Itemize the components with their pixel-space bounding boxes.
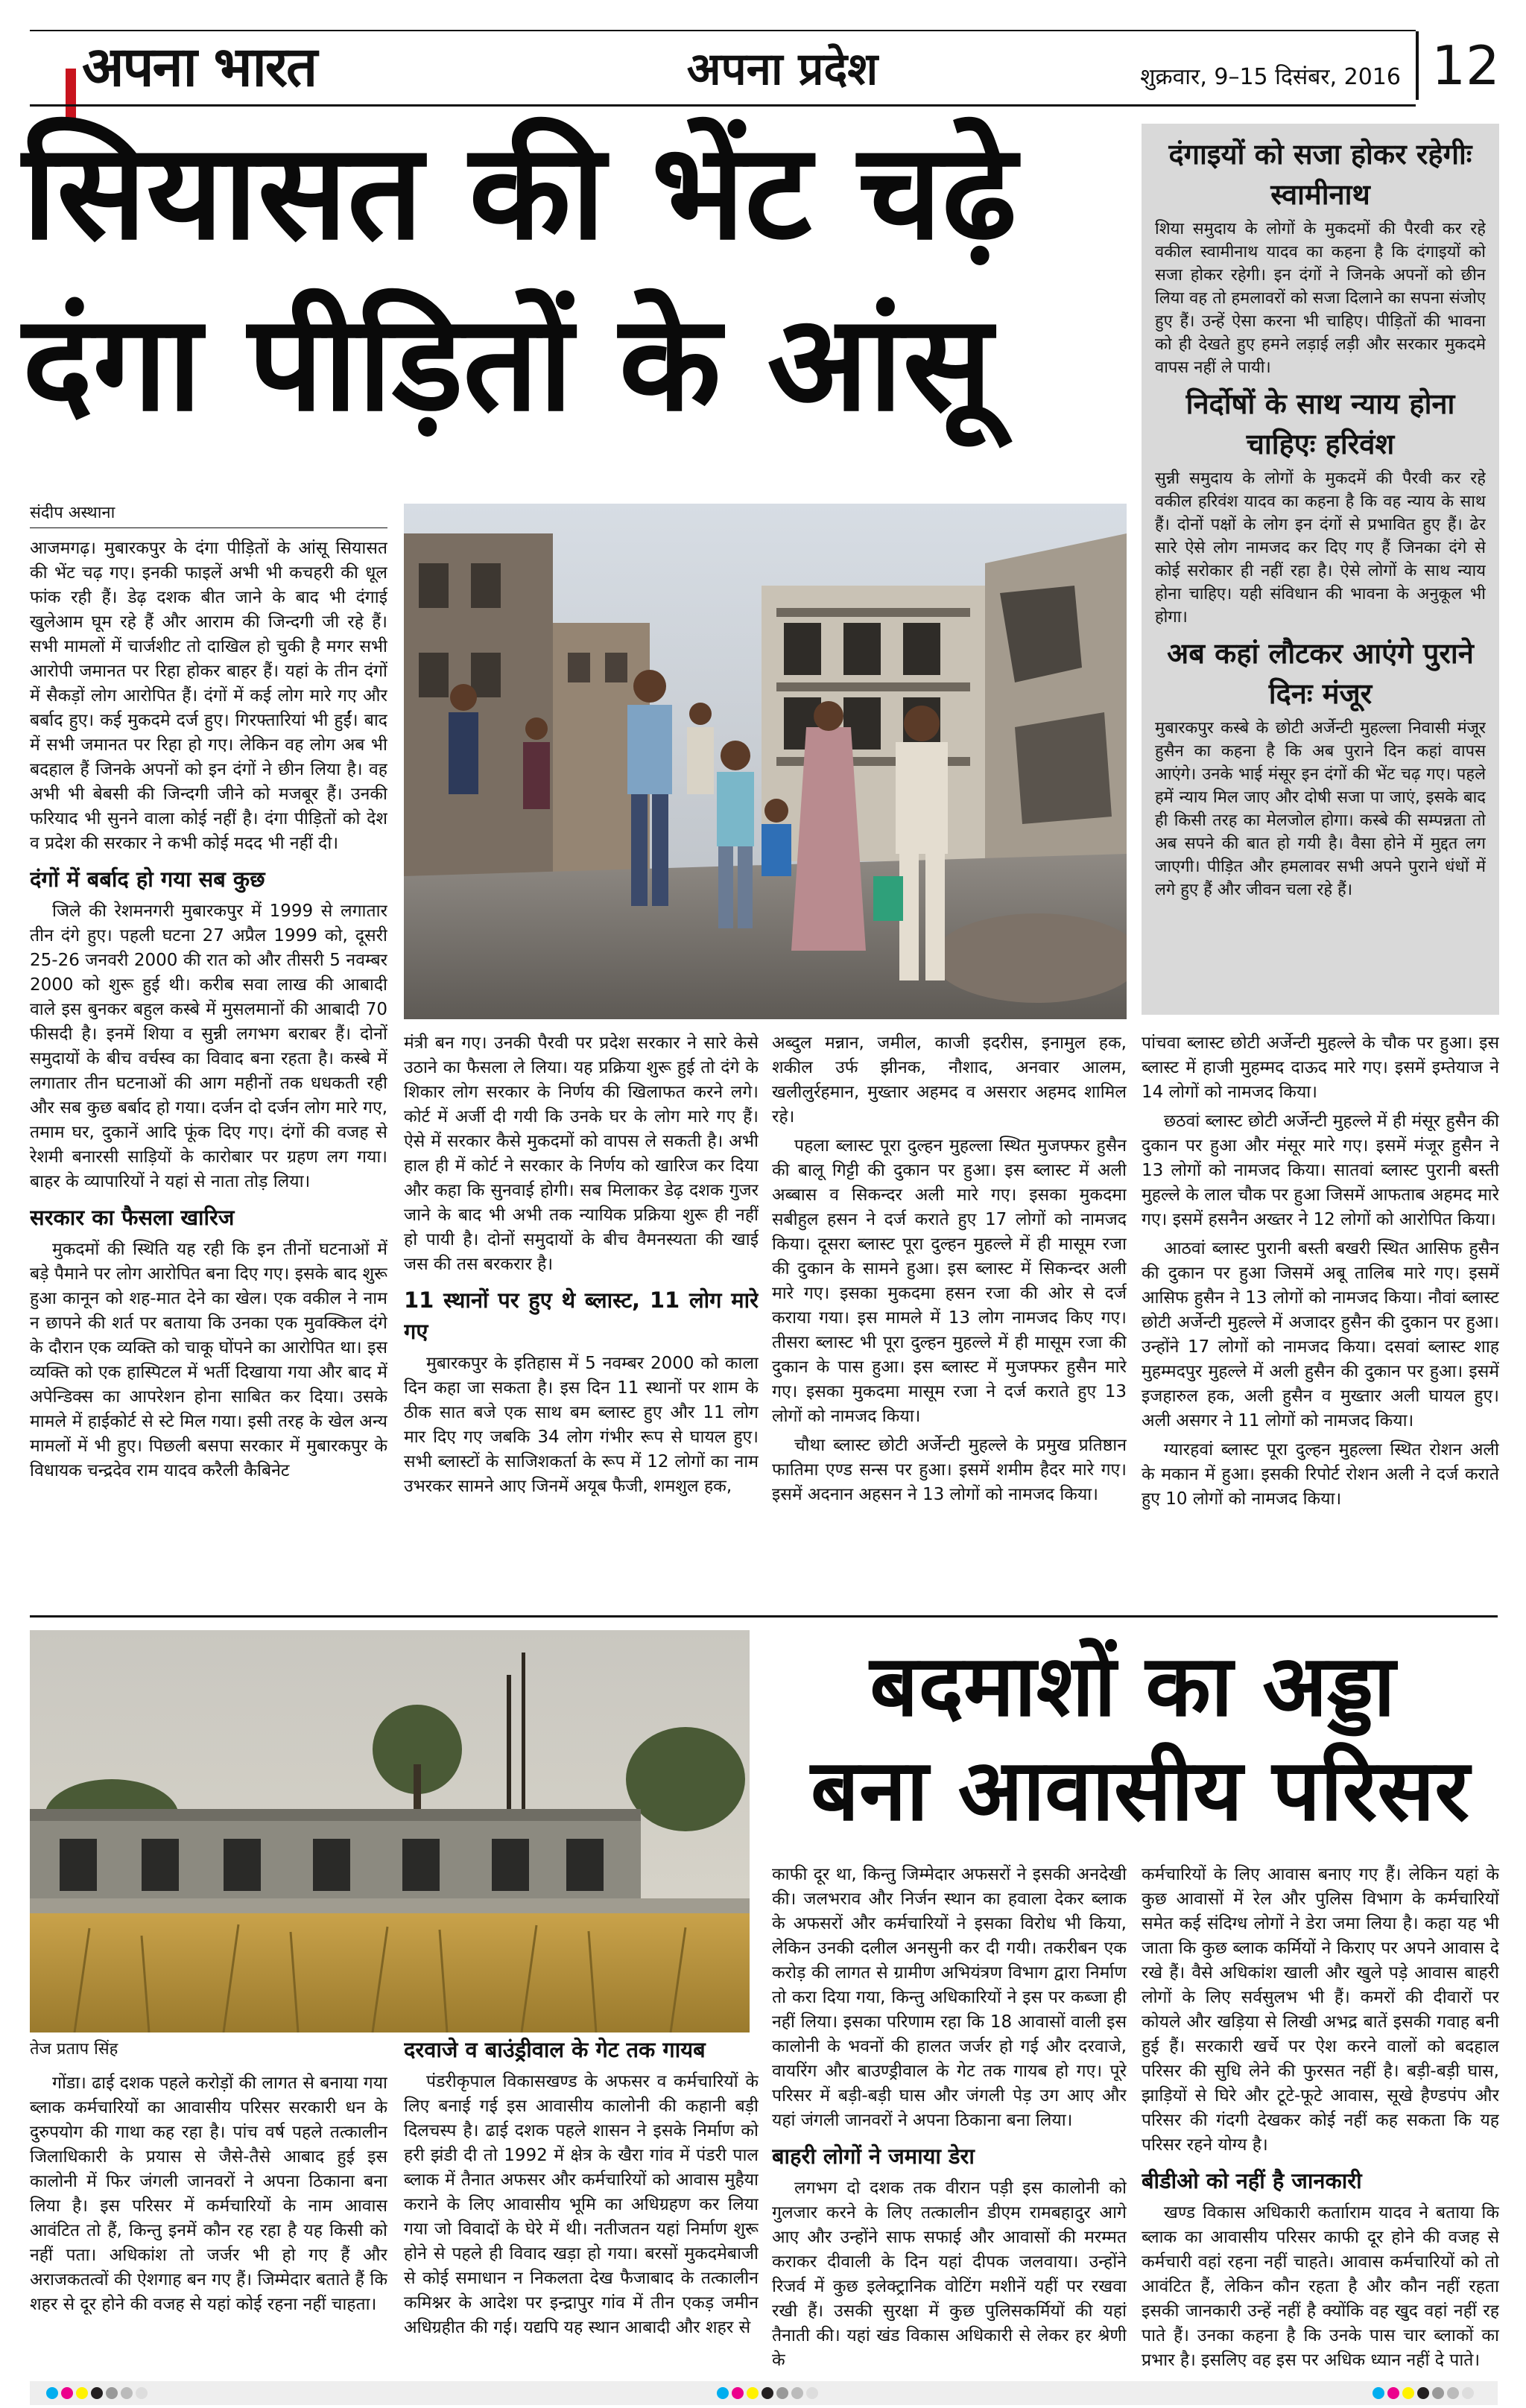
story1-paragraph: मुबारकपुर के इतिहास में 5 नवम्बर 2000 को काला दिन कहा जा सकता है। इस दिन 11 स्थानों पर शाम के ठीक सात बजे एक साथ बम ब्लास्ट हुए और 11 लोग मार दिए गए जबकि 34 लोग गंभीर रूप से घायल हुए। सभी ब्लास्टों के साजिशकर्ता के रूप में 12 लोगों का नाम उभरकर सामने आए जिनमें अयूब फैजी, शमशुल हक,	[404, 1354, 759, 1496]
story1-byline: संदीप अस्थाना	[30, 504, 115, 522]
registration-dot	[747, 2387, 759, 2399]
registration-dot	[136, 2387, 148, 2399]
registration-dots-left	[45, 2381, 149, 2408]
story1-paragraph: पांचवा ब्लास्ट छोटी अर्जेन्टी मुहल्ले के चौक पर हुआ। इस ब्लास्ट में हाजी मुहम्मद दाऊद मारे गए। इसमें इम्तेयाज ने 14 लोगों को नामजद किया।	[1142, 1033, 1499, 1102]
registration-dot	[106, 2387, 118, 2399]
story1-paragraph: अब्दुल मन्नान, जमील, काजी इदरीस, इनामुल हक, शकील उर्फ झीनक, नौशाद, अनवार आलम, खलीलुर्रहमान, मुख्तार अहमद व असरार अहमद शामिल रहे।	[772, 1033, 1127, 1127]
story2-paragraph: खण्ड विकास अधिकारी कर्तााराम यादव ने बताया कि ब्लाक का आवासीय परिसर काफी दूर होने की वजह से कर्मचारी वहां रहना नहीं चाहते। आवास कर्मचारियों को तो आवंटित हैं, लेकिन कौन रहता है और कौन नहीं रहता इसकी जानकारी उन्हें नहीं है क्योंकि वह खुद वहां नहीं रह पाते हैं। उनका कहना है कि उनके पास चार ब्लाकों का प्रभार है। इसलिए वह इस पर अधिक ध्यान नहीं दे पाते।	[1142, 2203, 1499, 2370]
print-registration-strip	[0, 2381, 1526, 2405]
registration-dot	[1417, 2387, 1429, 2399]
registration-dot	[121, 2387, 133, 2399]
registration-dot	[791, 2387, 803, 2399]
registration-dot	[1373, 2387, 1384, 2399]
page-number-divider	[1416, 31, 1419, 100]
registration-dots-middle	[715, 2381, 820, 2408]
sidebar-heading: निर्दोषों के साथ न्याय होना चाहिएः हरिवंश	[1185, 387, 1455, 460]
sidebar-heading: अब कहां लौटकर आएंगे पुराने दिनः मंजूर	[1167, 637, 1474, 710]
section-title: अपना प्रदेश	[686, 43, 878, 95]
story1-column-3	[772, 1031, 1127, 1605]
sidebar-heading: दंगाइयों को सजा होकर रहेगीः स्वामीनाथ	[1168, 138, 1472, 211]
registration-dot	[91, 2387, 103, 2399]
registration-dots-right	[1371, 2381, 1475, 2408]
story2-column-1	[30, 2071, 387, 2372]
story-divider-rule	[30, 1615, 1498, 1618]
registration-dot	[1432, 2387, 1444, 2399]
dateline: शुक्रवार, 9–15 दिसंबर, 2016	[1140, 64, 1401, 90]
registration-dot	[776, 2387, 788, 2399]
story2-column-3	[772, 1863, 1127, 2372]
story1-column-2	[404, 1031, 759, 1605]
story2-paragraph: पंडरीकृपाल विकासखण्ड के अफसर व कर्मचारियों के लिए बनाई गई इस आवासीय कालोनी की कहानी बड़ी दिलचस्प है। ढाई दशक पहले शासन ने इसके निर्माण को हरी झंडी दी तो 1992 में क्षेत्र के खैरा गांव में पंडरी पाल ब्लाक में तैनात अफसर और कर्मचारियों को आवास मुहैया कराने के लिए आवासीय भूमि का अधिग्रहण कर लिया गया जो विवादों के घेरे में थी। नतीजतन यहां निर्माण शुरू होने से पहले ही विवाद खड़ा हो गया। बरसों मुकदमेबाजी से कोई समाधान न निकलता देख फैजाबाद के तत्कालीन कमिश्नर के आदेश पर इन्द्रापुर गांव में तीन एकड़ जमीन अधिग्रहीत की गई। यद्यपि यह स्थान आबादी और शहर से	[404, 2072, 759, 2337]
story1-lead-paragraph: आजमगढ़। मुबारकपुर के दंगा पीड़ितों के आंसू सियासत की भेंट चढ़ गए। इनकी फाइलें अभी भी कचहरी की धूल फांक रही हैं। डेढ़ दशक बीत जाने के बाद भी दंगाई खुलेआम घूम रहे हैं और आराम की जिन्दगी जी रहे हैं। सभी मामलों में चार्जशीट तो दाखिल हो चुकी है मगर सभी आरोपी जमानत पर रिहा होकर बाहर हैं। यहां के तीन दंगों में सैकड़ों लोग आरोपित हैं। दंगों में कई लोग मारे गए और बर्बाद हुए। कई मुकदमे दर्ज हुए। गिरफ्तारियां भी हुईं। बाद में सभी जमानत पर रिहा हो गए। लेकिन वह लोग अब भी बदहाल हैं जिनके अपनों को इन दंगों ने छीन लिया है। वह अभी भी बेबसी की जिन्दगी जीने को मजबूर हैं। उनकी फरियाद भी सुनने वाला कोई नहीं है। दंगा पीड़ितों को देश व प्रदेश की सरकार ने कभी कोई मदद भी नहीं दी।	[30, 539, 387, 853]
story2-photo-abandoned-colony	[30, 1630, 750, 2032]
story2-paragraph: कर्मचारियों के लिए आवास बनाए गए हैं। लेकिन यहां के कुछ आवासों में रेल और पुलिस विभाग के कर्मचारियों समेत कई संदिग्ध लोगों ने डेरा जमा लिया है। कहा यह भी जाता कि कुछ ब्लाक कर्मियों ने किराए पर अपने आवास दे रखे हैं। वैसे अधिकांश खाली और खुले पड़े आवास बाहरी लोगों के लिए सर्वसुलभ भी हैं। कमरों की दीवारों पर कोयले और खड़िया से लिखी अभद्र बातें इसकी गवाह बनी हुई हैं। सरकारी खर्चे पर ऐश करने वालों को बदहाल परिसर की सुधि लेने की फुरसत नहीं है। बड़ी-बड़ी घास, झाड़ियों से घिरे और टूटे-फूटे आवास, सूखे हैण्डपंप और परिसर की गंदगी देखकर कोई नहीं कह सकता कि यह परिसर रहने योग्य है।	[1142, 1865, 1499, 2155]
story2-photo-credit: तेज प्रताप सिंह	[30, 2040, 118, 2059]
registration-dot	[1387, 2387, 1399, 2399]
registration-dot	[806, 2387, 818, 2399]
story1-paragraph: चौथा ब्लास्ट छोटी अर्जेन्टी मुहल्ले के प्रमुख प्रतिष्ठान फातिमा एण्ड सन्स पर हुआ। इसमें शमीम हैदर मारे गए। इसमें अदनान अहसन ने 13 लोगों को नामजद किया।	[772, 1436, 1127, 1504]
sidebar-text: शिया समुदाय के लोगों के मुकदमों की पैरवी कर रहे वकील स्वामीनाथ यादव का कहना है कि दंगाइयों को सजा होकर रहेगी। इन दंगों ने जिनके अपनों को छीन लिया वह तो हमलावरों को सजा दिलाने का सपना संजोए हुए हैं। उन्हें ऐसा करना भी चाहिए। पीड़ितों की भावना को ही देखते हुए हमने लड़ाई लड़ी और सरकार मुकदमे वापस नहीं ले पायी।	[1155, 220, 1486, 377]
masthead-brand	[30, 30, 358, 104]
story1-subhead-blasts: 11 स्थानों पर हुए थे ब्लास्ट, 11 लोग मारे गए	[404, 1287, 759, 1344]
story2-headline-line1: बदमाशों का अड्डा	[870, 1636, 1396, 1735]
registration-dot	[61, 2387, 73, 2399]
paper-name: अपना भारत	[82, 35, 317, 99]
story2-paragraph: लगभग दो दशक तक वीरान पड़ी इस कालोनी को गुलजार करने के लिए तत्कालीन डीएम रामबहादुर आगे आए और उन्होंने साफ सफाई और आवासों की मरम्मत कराकर दीवाली के दिन यहां दीपक जलवाया। उन्होंने रिजर्व में कुछ इलेक्ट्रानिक वोटिंग मशीनें यहीं पर रखवा रखी हैं। उसकी सुरक्षा में कुछ पुलिसकर्मियों की यहां तैनाती की। यहां खंड विकास अधिकारी से लेकर हर श्रेणी के	[772, 2179, 1127, 2370]
story1-paragraph: पहला ब्लास्ट पूरा दुल्हन मुहल्ला स्थित मुजफ्फर हुसैन की बालू गिट्टी की दुकान पर हुआ। इस ब्लास्ट में अली अब्बास व सिकन्दर अली मारे गए। इसका मुकदमा सबीहुल हसन ने दर्ज कराते हुए 17 लोगों को नामजद किया। दूसरा ब्लास्ट पूरा दुल्हन मुहल्ले में ही मासूम रजा की दुकान के सामने हुआ। इस ब्लास्ट में सिकन्दर अली मारे गए। इसका मुकदमा हसन रजा की ओर से दर्ज कराया गया। इस मामले में 13 लोग नामजद किए गए। तीसरा ब्लास्ट भी पूरा दुल्हन मुहल्ले में ही मासूम रजा की दुकान के पास हुआ। इस ब्लास्ट में मुजफ्फर हुसैन मारे गए। इसका मुकदमा मासूम रजा ने दर्ज कराते हुए 13 लोगों को नामजद किया।	[772, 1136, 1127, 1426]
registration-dot	[1462, 2387, 1474, 2399]
story1-paragraph: मंत्री बन गए। उनकी पैरवी पर प्रदेश सरकार ने सारे केसे उठाने का फैसला ले लिया। यह प्रक्रिया शुरू हुई तो दंगे के शिकार लोग सरकार के निर्णय की खिलाफत करने लगे। कोर्ट में अर्जी दी गयी कि उनके घर के लोग मारे गए हैं। ऐसे में सरकार कैसे मुकदमों को वापस ले सकती है। अभी हाल ही में कोर्ट ने सरकार के निर्णय को खारिज कर दिया और कहा कि सुनवाई होगी। सब मिलाकर डेढ़ दशक गुजर जाने के बाद भी अभी तक न्यायिक प्रक्रिया शुरू ही नहीं हो पायी है। दोनों समुदायों के बीच वैमनस्यता की खाई जस की तस बरकरार है।	[404, 1033, 759, 1274]
story1-paragraph: आठवां ब्लास्ट पुरानी बस्ती बखरी स्थित आसिफ हुसैन की दुकान पर हुआ जिसमें अबू तालिब मारे गए। इसमें आसिफ हुसैन ने 13 लोगों को नामजद किया। नौवां ब्लास्ट छोटी अर्जेन्टी मुहल्ले में अजादर हुसैन की दुकान पर हुआ। उन्होंने 17 लोगों को नामजद किया। दसवां ब्लास्ट शाह मुहम्मदपुर मुहल्ले में अली हुसैन की दुकान पर हुआ। इसमें इजहारुल हक, अली हुसैन व मुख्तार अली घायल हुए। अली असगर ने 11 लोगों को नामजद किया।	[1142, 1239, 1499, 1430]
story1-column-1	[30, 536, 387, 1602]
registration-dot	[1402, 2387, 1414, 2399]
story2-column-4	[1142, 1863, 1499, 2372]
story1-headline-line2: दंगा पीड़ितों के आंसू	[22, 286, 992, 440]
story2-subhead-outsiders: बाहरी लोगों ने जमाया डेरा	[772, 2144, 975, 2169]
registration-dot	[732, 2387, 744, 2399]
story1-paragraph: ग्यारहवां ब्लास्ट पूरा दुल्हन मुहल्ला स्थित रोशन अली के मकान में हुआ। इसकी रिपोर्ट रोशन अली ने दर्ज कराते हुए 10 लोगों को नामजद किया।	[1142, 1440, 1499, 1509]
story1-paragraph: जिले की रेशमनगरी मुबारकपुर में 1999 से लगातार तीन दंगे हुए। पहली घटना 27 अप्रैल 1999 को, दूसरी 25-26 जनवरी 2000 की रात को और तीसरी 5 नवम्बर 2000 को शुरू हुई थी। करीब सवा लाख की आबादी वाले इस बुनकर बहुल कस्बे में मुसलमानों की आबादी 70 फीसदी है। इनमें शिया व सुन्नी लगभग बराबर हैं। दोनों समुदायों के बीच वर्चस्व का विवाद बना रहता है। कस्बे में लगातार तीन घटनाओं की आग महीनों तक धधकती रही और सब कुछ बर्बाद हो गया। दर्जन दो दर्जन लोग मारे गए, तमाम घर, दुकानें आदि फूंक दिए गए। दंगों की वजह से रेशमी बनारसी साड़ियों के कारोबार पर ग्रहण लग गया। बाहर के व्यापारियों ने यहां से नाता तोड़ लिया।	[30, 902, 387, 1191]
story1-subhead-ruined: दंगों में बर्बाद हो गया सब कुछ	[30, 866, 265, 892]
registration-dot	[762, 2387, 773, 2399]
story2-lead-paragraph: गोंडा। ढाई दशक पहले करोड़ों की लागत से बनाया गया ब्लाक कर्मचारियों का आवासीय परिसर सरकारी धन के दुरुपयोग की गाथा कह रहा है। पांच वर्ष पहले तत्कालीन जिलाधिकारी के प्रयास से जैसे-तैसे आबाद हुई इस कालोनी में फिर जंगली जानवरों ने अपना ठिकाना बना लिया है। इस परिसर में कर्मचारियों के नाम आवास आवंटित तो हैं, किन्तु इनमें कौन रह रहा है यह किसी को नहीं पता। अधिकांश तो जर्जर भी हो गए हैं और अराजकतत्वों की ऐशगाह बन गए हैं। जिम्मेदार बताते हैं कि शहर से दूर होने की वजह से यहां कोई रहना नहीं चाहता।	[30, 2073, 387, 2314]
story2-subhead-gates: दरवाजे व बाउंड्रीवाल के गेट तक गायब	[404, 2037, 706, 2062]
story1-paragraph: छठवां ब्लास्ट छोटी अर्जेन्टी मुहल्ले में ही मंसूर हुसैन की दुकान पर हुआ और मंसूर मारे गए। इसमें मंजूर हुसैन ने 13 लोगों को नामजद किया। सातवां ब्लास्ट पुरानी बस्ती मुहल्ले के लाल चौक पर हुआ जिसमें आफताब अहमद मारे गए। इसमें हसनैन अख्तर ने 12 लोगों को आरोपित किया।	[1142, 1112, 1499, 1229]
sidebar-text: मुबारकपुर कस्बे के छोटी अर्जेन्टी मुहल्ला निवासी मंजूर हुसैन का कहना है कि अब पुराने दिन कहां वापस आएंगे। उनके भाई मंसूर इन दंगों की भेंट चढ़ गए। पहले हमें न्याय मिल जाए और दोषी सजा पा जाएं, इसके बाद ही किसी तरह का मेलजोल होगा। कस्बे की सम्पन्नता तो अब सपने की बात हो गयी है। वैसा होने में मुद्दत लग जाएगी। पीड़ित और हमलावर सभी अपने पुराने धंधों में लगे हुए हैं और जीवन चला रहे हैं।	[1155, 719, 1486, 899]
story1-photo-riot-area-street	[404, 504, 1127, 1019]
registration-dot	[46, 2387, 58, 2399]
story2-subhead-bdo: बीडीओ को नहीं है जानकारी	[1142, 2168, 1362, 2193]
masthead-bottom-rule	[30, 104, 1416, 107]
registration-dot	[717, 2387, 729, 2399]
story2-column-2	[404, 2034, 759, 2372]
story2-headline-line2: बना आवासीय परिसर	[811, 1740, 1469, 1840]
story1-paragraph: मुकदमों की स्थिति यह रही कि इन तीनों घटनाओं में बड़े पैमाने पर लोग आरोपित बना दिए गए। इसके बाद शुरू हुआ कानून को शह-मात देने का खेल। एक वकील ने नाम न छापने की शर्त पर बताया कि उनका एक मुवक्किल दंगे के दौरान एक व्यक्ति को चाकू घोंपने का आरोपित था। इस व्यक्ति को एक हास्पिटल में भर्ती दिखाया गया और बाद में अपेन्डिक्स का आपरेशन होना साबित कर दिया। उसके मामले में हाईकोर्ट से स्टे मिल गया। इसी तरह के खेल अन्य मामलों में भी हुए। पिछली बसपा सरकार में मुबारकपुर के विधायक चन्द्रदेव राम यादव करैली कैबिनेट	[30, 1240, 387, 1480]
byline-rule	[30, 527, 387, 528]
story1-headline-line1: सियासत की भेंट चढ़े	[22, 115, 1017, 269]
registration-dot	[1447, 2387, 1459, 2399]
street-scene-illustration	[404, 504, 1127, 1019]
page-number: 12	[1431, 34, 1500, 97]
story2-paragraph: काफी दूर था, किन्तु जिम्मेदार अफसरों ने इसकी अनदेखी की। जलभराव और निर्जन स्थान का हवाला देकर ब्लाक के अफसरों और कर्मचारियों ने इसका विरोध भी किया, लेकिन उनकी दलील अनसुनी कर दी गयी। तकरीबन एक करोड़ की लागत से ग्रामीण अभियंत्रण विभाग द्वारा निर्माण तो करा दिया गया, किन्तु अधिकारियों ने इस पर कब्जा ही नहीं लिया। इसका परिणाम रहा कि 18 आवासों वाली इस कालोनी के भवनों की हालत जर्जर हो गई और दरवाजे, वायरिंग और बाउण्ड्रीवाल के गेट तक गायब हो गए। पूरे परिसर में बड़ी-बड़ी घास और जंगली पेड़ उग आए और यहां जंगली जानवरों ने अपना ठिकाना बना लिया।	[772, 1865, 1127, 2130]
masthead-top-rule	[30, 30, 1416, 31]
abandoned-colony-illustration	[30, 1630, 750, 2032]
story1-sidebar-box	[1142, 124, 1499, 1015]
registration-dot	[76, 2387, 88, 2399]
story1-subhead-verdict: सरकार का फैसला खारिज	[30, 1205, 235, 1230]
story1-column-4	[1142, 1031, 1499, 1605]
sidebar-text: सुन्नी समुदाय के लोगों के मुकदमें की पैरवी कर रहे वकील हरिवंश यादव का कहना है कि वह न्याय के साथ हैं। दोनों पक्षों के लोग इन दंगों से प्रभावित हुए हैं। ढेर सारे ऐसे लोग नामजद कर दिए गए हैं जिनका दंगे से कोई सरोकार ही नहीं रहा है। ऐसे लोगों के साथ न्याय होना चाहिए। यही संविधान की भावना के अनुकूल भी होगा।	[1155, 469, 1486, 627]
